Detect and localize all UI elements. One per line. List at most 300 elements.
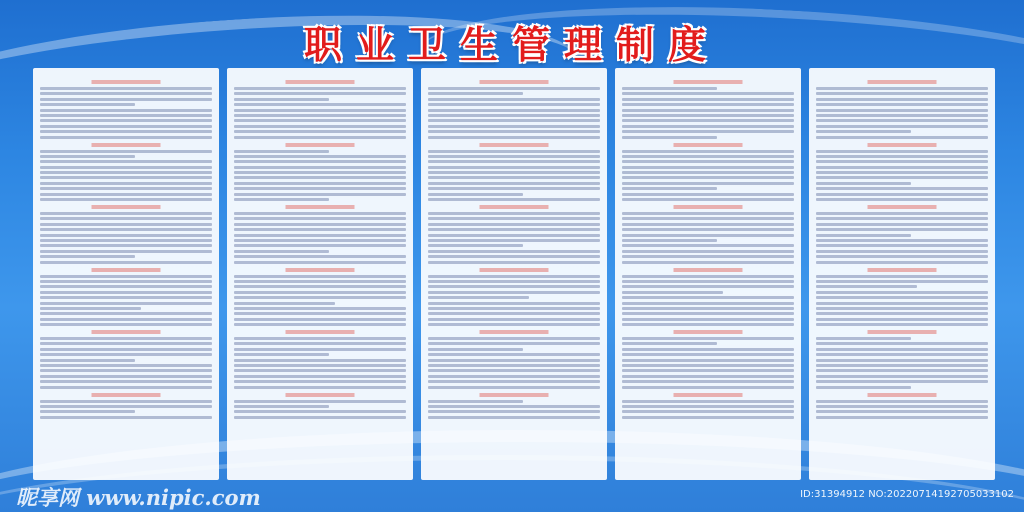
body-text-line [234,130,406,133]
body-text-line [622,114,794,117]
body-text-line [234,359,406,362]
body-text-line [40,348,212,351]
body-text-line [234,239,406,242]
body-text-line [428,176,600,179]
body-text-line [428,296,529,299]
body-text-line [40,275,212,278]
body-text-line [234,198,329,201]
body-text-line [622,337,794,340]
body-text-line [816,119,988,122]
body-text-line [428,198,600,201]
body-text-line [428,353,600,356]
body-text-line [428,291,600,294]
body-text-line [428,187,600,190]
body-text-line [234,87,406,90]
body-text-line [428,255,600,258]
content-panel [809,68,995,480]
body-text-line [40,109,212,112]
body-text-line [622,364,794,367]
body-text-line [622,410,794,413]
body-text-line [816,386,911,389]
body-text-line [622,312,794,315]
body-text-line [816,234,911,237]
body-text-line [234,318,406,321]
body-text-line [622,348,794,351]
body-text-line [428,223,600,226]
body-text-line [428,193,523,196]
body-text-line [816,155,988,158]
body-text-line [234,234,406,237]
body-text-line [428,130,600,133]
section-heading-line [428,268,600,272]
body-text-line [40,250,212,253]
body-text-line [40,307,141,310]
body-text-line [816,176,988,179]
body-text-line [40,103,135,106]
section-heading-line [622,393,794,397]
body-text-line [40,400,212,403]
content-panels [33,68,995,480]
body-text-line [816,375,988,378]
body-text-line [234,353,329,356]
body-text-line [816,291,988,294]
body-text-line [816,255,988,258]
body-text-line [428,171,600,174]
body-text-line [622,171,794,174]
body-text-line [428,275,600,278]
body-text-line [816,405,988,408]
body-text-line [428,302,600,305]
body-text-line [816,171,988,174]
body-text-line [40,239,212,242]
body-text-line [622,375,794,378]
body-text-line [40,171,212,174]
body-text-line [816,244,988,247]
body-text-line [816,228,988,231]
body-text-line [40,255,135,258]
body-text-line [234,410,406,413]
body-text-line [622,155,794,158]
body-text-line [40,182,212,185]
body-text-line [234,400,406,403]
body-text-line [816,217,988,220]
body-text-line [816,312,988,315]
section-heading-line [428,205,600,209]
body-text-line [622,160,794,163]
body-text-line [40,386,212,389]
body-text-line [622,261,794,264]
body-text-line [234,136,406,139]
body-text-line [428,212,600,215]
body-text-line [40,359,135,362]
body-text-line [428,410,600,413]
body-text-line [428,359,600,362]
body-text-line [622,217,794,220]
body-text-line [234,109,406,112]
body-text-line [816,130,911,133]
body-text-line [40,212,212,215]
body-text-line [234,364,406,367]
body-text-line [622,255,794,258]
body-text-line [622,92,794,95]
body-text-line [622,119,794,122]
body-text-line [40,187,212,190]
body-text-line [622,198,794,201]
body-text-line [234,296,406,299]
section-heading-line [622,143,794,147]
body-text-line [40,198,212,201]
section-heading-line [40,205,212,209]
body-text-line [40,150,212,153]
body-text-line [234,291,406,294]
section-heading-line [40,143,212,147]
body-text-line [816,353,988,356]
body-text-line [816,302,988,305]
body-text-line [816,275,988,278]
body-text-line [40,416,212,419]
body-text-line [40,405,212,408]
body-text-line [234,255,406,258]
body-text-line [816,187,988,190]
body-text-line [428,400,523,403]
body-text-line [40,87,212,90]
body-text-line [234,244,406,247]
body-text-line [622,318,794,321]
body-text-line [622,212,794,215]
body-text-line [622,359,794,362]
body-text-line [816,318,988,321]
body-text-line [622,380,794,383]
body-text-line [234,155,406,158]
section-heading-line [428,330,600,334]
body-text-line [622,250,794,253]
body-text-line [816,410,988,413]
body-text-line [40,302,212,305]
body-text-line [816,369,988,372]
body-text-line [40,98,212,101]
body-text-line [40,364,212,367]
body-text-line [622,176,794,179]
body-text-line [234,348,406,351]
body-text-line [816,212,988,215]
body-text-line [816,296,988,299]
body-text-line [428,98,600,101]
body-text-line [40,193,212,196]
body-text-line [428,234,600,237]
body-text-line [816,150,988,153]
body-text-line [428,337,600,340]
body-text-line [816,250,988,253]
body-text-line [816,380,988,383]
body-text-line [428,386,600,389]
content-panel [33,68,219,480]
body-text-line [428,160,600,163]
section-heading-line [40,393,212,397]
body-text-line [622,416,794,419]
body-text-line [428,136,600,139]
body-text-line [40,280,212,283]
body-text-line [234,103,406,106]
content-panel [227,68,413,480]
body-text-line [816,359,988,362]
body-text-line [428,250,600,253]
body-text-line [428,261,600,264]
body-text-line [622,228,794,231]
body-text-line [40,234,212,237]
body-text-line [428,103,600,106]
section-heading-line [816,205,988,209]
body-text-line [622,130,794,133]
body-text-line [622,400,794,403]
body-text-line [234,416,406,419]
body-text-line [40,166,212,169]
section-heading-line [428,393,600,397]
body-text-line [622,239,717,242]
body-text-line [622,182,794,185]
body-text-line [428,109,600,112]
body-text-line [428,375,600,378]
watermark-id: ID:31394912 NO:20220714192705033102 [800,489,1014,500]
body-text-line [428,369,600,372]
body-text-line [428,125,600,128]
body-text-line [622,98,794,101]
body-text-line [622,296,794,299]
section-heading-line [428,80,600,84]
body-text-line [234,261,406,264]
body-text-line [234,380,406,383]
section-heading-line [816,393,988,397]
section-heading-line [40,268,212,272]
body-text-line [234,150,329,153]
body-text-line [816,198,988,201]
body-text-line [816,87,988,90]
body-text-line [816,323,988,326]
body-text-line [816,114,988,117]
body-text-line [234,386,406,389]
section-heading-line [234,80,406,84]
body-text-line [622,280,794,283]
section-heading-line [622,80,794,84]
body-text-line [622,244,794,247]
section-heading-line [622,268,794,272]
section-heading-line [234,143,406,147]
body-text-line [40,296,212,299]
body-text-line [428,92,523,95]
body-text-line [234,275,406,278]
body-text-line [40,160,212,163]
body-text-line [234,176,406,179]
body-text-line [234,375,406,378]
body-text-line [428,380,600,383]
body-text-line [816,182,911,185]
body-text-line [234,217,406,220]
body-text-line [816,400,988,403]
body-text-line [40,375,212,378]
body-text-line [622,187,717,190]
body-text-line [622,307,794,310]
body-text-line [816,92,988,95]
body-text-line [816,223,988,226]
body-text-line [40,125,212,128]
body-text-line [234,160,406,163]
body-text-line [234,193,406,196]
body-text-line [816,109,988,112]
body-text-line [622,87,717,90]
body-text-line [234,323,406,326]
section-heading-line [622,205,794,209]
body-text-line [234,342,406,345]
body-text-line [816,337,911,340]
body-text-line [622,109,794,112]
section-heading-line [428,143,600,147]
body-text-line [816,239,988,242]
body-text-line [234,223,406,226]
body-text-line [622,103,794,106]
body-text-line [428,307,600,310]
body-text-line [40,312,212,315]
body-text-line [816,193,988,196]
body-text-line [234,125,406,128]
body-text-line [234,187,406,190]
body-text-line [816,136,988,139]
section-heading-line [40,330,212,334]
poster-title: 职业卫生管理制度 [303,22,720,67]
body-text-line [816,364,988,367]
section-heading-line [234,330,406,334]
body-text-line [428,318,600,321]
section-heading-line [234,268,406,272]
body-text-line [234,302,335,305]
body-text-line [40,410,135,413]
body-text-line [622,193,794,196]
body-text-line [40,337,212,340]
body-text-line [816,125,988,128]
body-text-line [234,119,406,122]
body-text-line [234,212,406,215]
body-text-line [622,223,794,226]
body-text-line [40,323,212,326]
body-text-line [234,98,329,101]
body-text-line [428,166,600,169]
body-text-line [622,166,794,169]
body-text-line [428,217,600,220]
body-text-line [234,182,406,185]
watermark-logo: 昵享网 www.nipic.com [16,485,261,510]
body-text-line [40,130,212,133]
section-heading-line [816,80,988,84]
body-text-line [40,217,212,220]
body-text-line [234,369,406,372]
body-text-line [622,386,794,389]
body-text-line [40,223,212,226]
body-text-line [816,160,988,163]
body-text-line [40,92,212,95]
body-text-line [40,119,212,122]
body-text-line [428,416,600,419]
body-text-line [428,323,600,326]
body-text-line [428,150,600,153]
body-text-line [816,285,917,288]
body-text-line [428,155,600,158]
section-heading-line [234,393,406,397]
body-text-line [234,228,406,231]
body-text-line [622,353,794,356]
body-text-line [622,150,794,153]
body-text-line [428,87,600,90]
content-panel [421,68,607,480]
body-text-line [40,369,212,372]
body-text-line [622,275,794,278]
body-text-line [428,364,600,367]
body-text-line [622,302,794,305]
body-text-line [622,234,794,237]
body-text-line [622,285,794,288]
body-text-line [234,166,406,169]
body-text-line [816,166,988,169]
body-text-line [40,285,212,288]
body-text-line [622,125,794,128]
body-text-line [428,312,600,315]
body-text-line [816,280,988,283]
body-text-line [816,103,988,106]
section-heading-line [816,330,988,334]
body-text-line [234,405,329,408]
body-text-line [622,405,794,408]
body-text-line [428,285,600,288]
body-text-line [234,92,406,95]
body-text-line [428,348,523,351]
body-text-line [622,369,794,372]
body-text-line [40,155,135,158]
section-heading-line [816,143,988,147]
body-text-line [234,280,406,283]
body-text-line [234,250,329,253]
body-text-line [816,307,988,310]
body-text-line [622,136,717,139]
body-text-line [234,307,406,310]
body-text-line [40,261,212,264]
body-text-line [234,171,406,174]
section-heading-line [40,80,212,84]
body-text-line [816,98,988,101]
body-text-line [428,405,600,408]
body-text-line [40,342,212,345]
body-text-line [40,291,212,294]
body-text-line [428,239,600,242]
body-text-line [40,318,212,321]
body-text-line [622,323,794,326]
body-text-line [234,114,406,117]
body-text-line [816,342,988,345]
body-text-line [234,285,406,288]
body-text-line [428,114,600,117]
body-text-line [40,114,212,117]
body-text-line [816,348,988,351]
body-text-line [40,380,212,383]
body-text-line [234,337,406,340]
body-text-line [40,228,212,231]
body-text-line [428,182,600,185]
body-text-line [40,244,212,247]
section-heading-line [234,205,406,209]
body-text-line [40,176,212,179]
content-panel [615,68,801,480]
body-text-line [428,280,600,283]
section-heading-line [816,268,988,272]
body-text-line [40,136,212,139]
body-text-line [622,342,717,345]
body-text-line [40,353,212,356]
